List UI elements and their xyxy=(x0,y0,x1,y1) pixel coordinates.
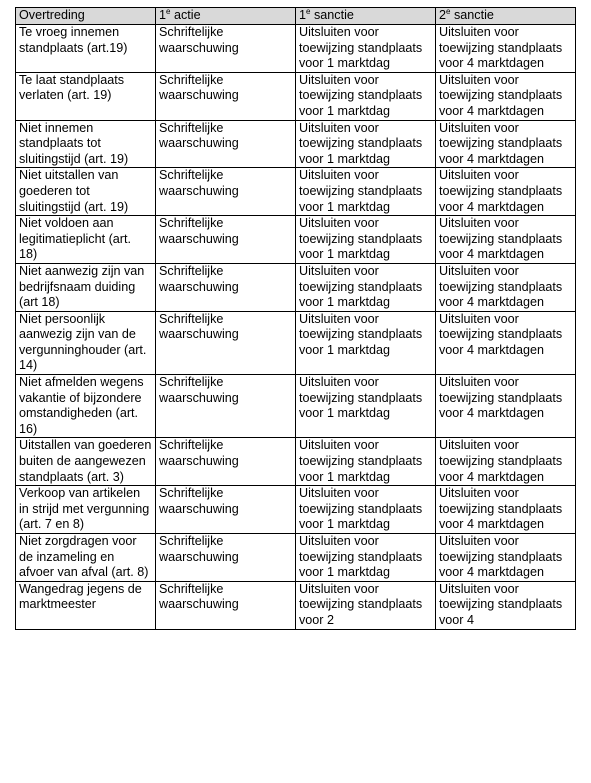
cell-sanctie1: Uitsluiten voor toewijzing standplaats voor 1 marktdag xyxy=(296,534,436,582)
header-tweede-sanctie: 2e sanctie xyxy=(436,8,576,25)
cell-actie: Schriftelijke waarschuwing xyxy=(156,120,296,168)
cell-sanctie2: Uitsluiten voor toewijzing standplaats voor 4 marktdagen xyxy=(436,438,576,486)
cell-sanctie1: Uitsluiten voor toewijzing standplaats voor 1 marktdag xyxy=(296,375,436,438)
cell-actie: Schriftelijke waarschuwing xyxy=(156,581,296,629)
table-row xyxy=(16,375,576,438)
cell-sanctie2: Uitsluiten voor toewijzing standplaats voor 4 marktdagen xyxy=(436,216,576,264)
cell-sanctie2: Uitsluiten voor toewijzing standplaats voor 4 marktdagen xyxy=(436,72,576,120)
cell-actie: Schriftelijke waarschuwing xyxy=(156,25,296,73)
cell-overtreding: Uitstallen van goederen buiten de aangewezen standplaats (art. 3) xyxy=(16,438,156,486)
table-row xyxy=(16,581,576,629)
table-row xyxy=(16,72,576,120)
header-eerste-actie: 1e actie xyxy=(156,8,296,25)
cell-sanctie1: Uitsluiten voor toewijzing standplaats voor 1 marktdag xyxy=(296,72,436,120)
cell-actie: Schriftelijke waarschuwing xyxy=(156,216,296,264)
header-overtreding: Overtreding xyxy=(16,8,156,25)
cell-actie: Schriftelijke waarschuwing xyxy=(156,486,296,534)
table-row xyxy=(16,120,576,168)
cell-actie: Schriftelijke waarschuwing xyxy=(156,534,296,582)
header-eerste-sanctie: 1e sanctie xyxy=(296,8,436,25)
cell-sanctie2: Uitsluiten voor toewijzing standplaats voor 4 marktdagen xyxy=(436,25,576,73)
cell-sanctie1: Uitsluiten voor toewijzing standplaats voor 1 marktdag xyxy=(296,120,436,168)
cell-overtreding: Niet voldoen aan legitimatieplicht (art. 18) xyxy=(16,216,156,264)
table-row xyxy=(16,263,576,311)
cell-actie: Schriftelijke waarschuwing xyxy=(156,375,296,438)
cell-sanctie1: Uitsluiten voor toewijzing standplaats voor 1 marktdag xyxy=(296,216,436,264)
cell-sanctie2: Uitsluiten voor toewijzing standplaats voor 4 marktdagen xyxy=(436,375,576,438)
cell-overtreding: Niet aanwezig zijn van bedrijfsnaam duiding (art 18) xyxy=(16,263,156,311)
cell-sanctie1: Uitsluiten voor toewijzing standplaats voor 1 marktdag xyxy=(296,168,436,216)
cell-sanctie1: Uitsluiten voor toewijzing standplaats voor 1 marktdag xyxy=(296,486,436,534)
cell-overtreding: Niet zorgdragen voor de inzameling en afvoer van afval (art. 8) xyxy=(16,534,156,582)
cell-sanctie1: Uitsluiten voor toewijzing standplaats voor 1 marktdag xyxy=(296,263,436,311)
table-row xyxy=(16,25,576,73)
table-row xyxy=(16,216,576,264)
cell-overtreding: Niet afmelden wegens vakantie of bijzondere omstandigheden (art. 16) xyxy=(16,375,156,438)
cell-overtreding: Niet persoonlijk aanwezig zijn van de vergunninghouder (art. 14) xyxy=(16,311,156,374)
cell-overtreding: Wangedrag jegens de marktmeester xyxy=(16,581,156,629)
table-row xyxy=(16,534,576,582)
sanctions-table xyxy=(15,7,576,630)
cell-sanctie1: Uitsluiten voor toewijzing standplaats voor 1 marktdag xyxy=(296,438,436,486)
cell-overtreding: Te laat standplaats verlaten (art. 19) xyxy=(16,72,156,120)
cell-actie: Schriftelijke waarschuwing xyxy=(156,311,296,374)
cell-sanctie2: Uitsluiten voor toewijzing standplaats voor 4 xyxy=(436,581,576,629)
cell-overtreding: Te vroeg innemen standplaats (art.19) xyxy=(16,25,156,73)
cell-overtreding: Niet uitstallen van goederen tot sluitingstijd (art. 19) xyxy=(16,168,156,216)
cell-actie: Schriftelijke waarschuwing xyxy=(156,263,296,311)
table-header-row xyxy=(16,8,576,25)
cell-actie: Schriftelijke waarschuwing xyxy=(156,438,296,486)
table-row xyxy=(16,438,576,486)
cell-sanctie2: Uitsluiten voor toewijzing standplaats voor 4 marktdagen xyxy=(436,168,576,216)
cell-actie: Schriftelijke waarschuwing xyxy=(156,168,296,216)
cell-sanctie1: Uitsluiten voor toewijzing standplaats voor 1 marktdag xyxy=(296,311,436,374)
table-row xyxy=(16,311,576,374)
cell-overtreding: Verkoop van artikelen in strijd met vergunning (art. 7 en 8) xyxy=(16,486,156,534)
cell-sanctie2: Uitsluiten voor toewijzing standplaats voor 4 marktdagen xyxy=(436,263,576,311)
cell-sanctie1: Uitsluiten voor toewijzing standplaats voor 1 marktdag xyxy=(296,25,436,73)
cell-sanctie2: Uitsluiten voor toewijzing standplaats voor 4 marktdagen xyxy=(436,534,576,582)
cell-overtreding: Niet innemen standplaats tot sluitingstijd (art. 19) xyxy=(16,120,156,168)
cell-sanctie2: Uitsluiten voor toewijzing standplaats voor 4 marktdagen xyxy=(436,486,576,534)
table-row xyxy=(16,168,576,216)
cell-sanctie2: Uitsluiten voor toewijzing standplaats voor 4 marktdagen xyxy=(436,311,576,374)
cell-actie: Schriftelijke waarschuwing xyxy=(156,72,296,120)
cell-sanctie1: Uitsluiten voor toewijzing standplaats voor 2 xyxy=(296,581,436,629)
cell-sanctie2: Uitsluiten voor toewijzing standplaats voor 4 marktdagen xyxy=(436,120,576,168)
table-row xyxy=(16,486,576,534)
